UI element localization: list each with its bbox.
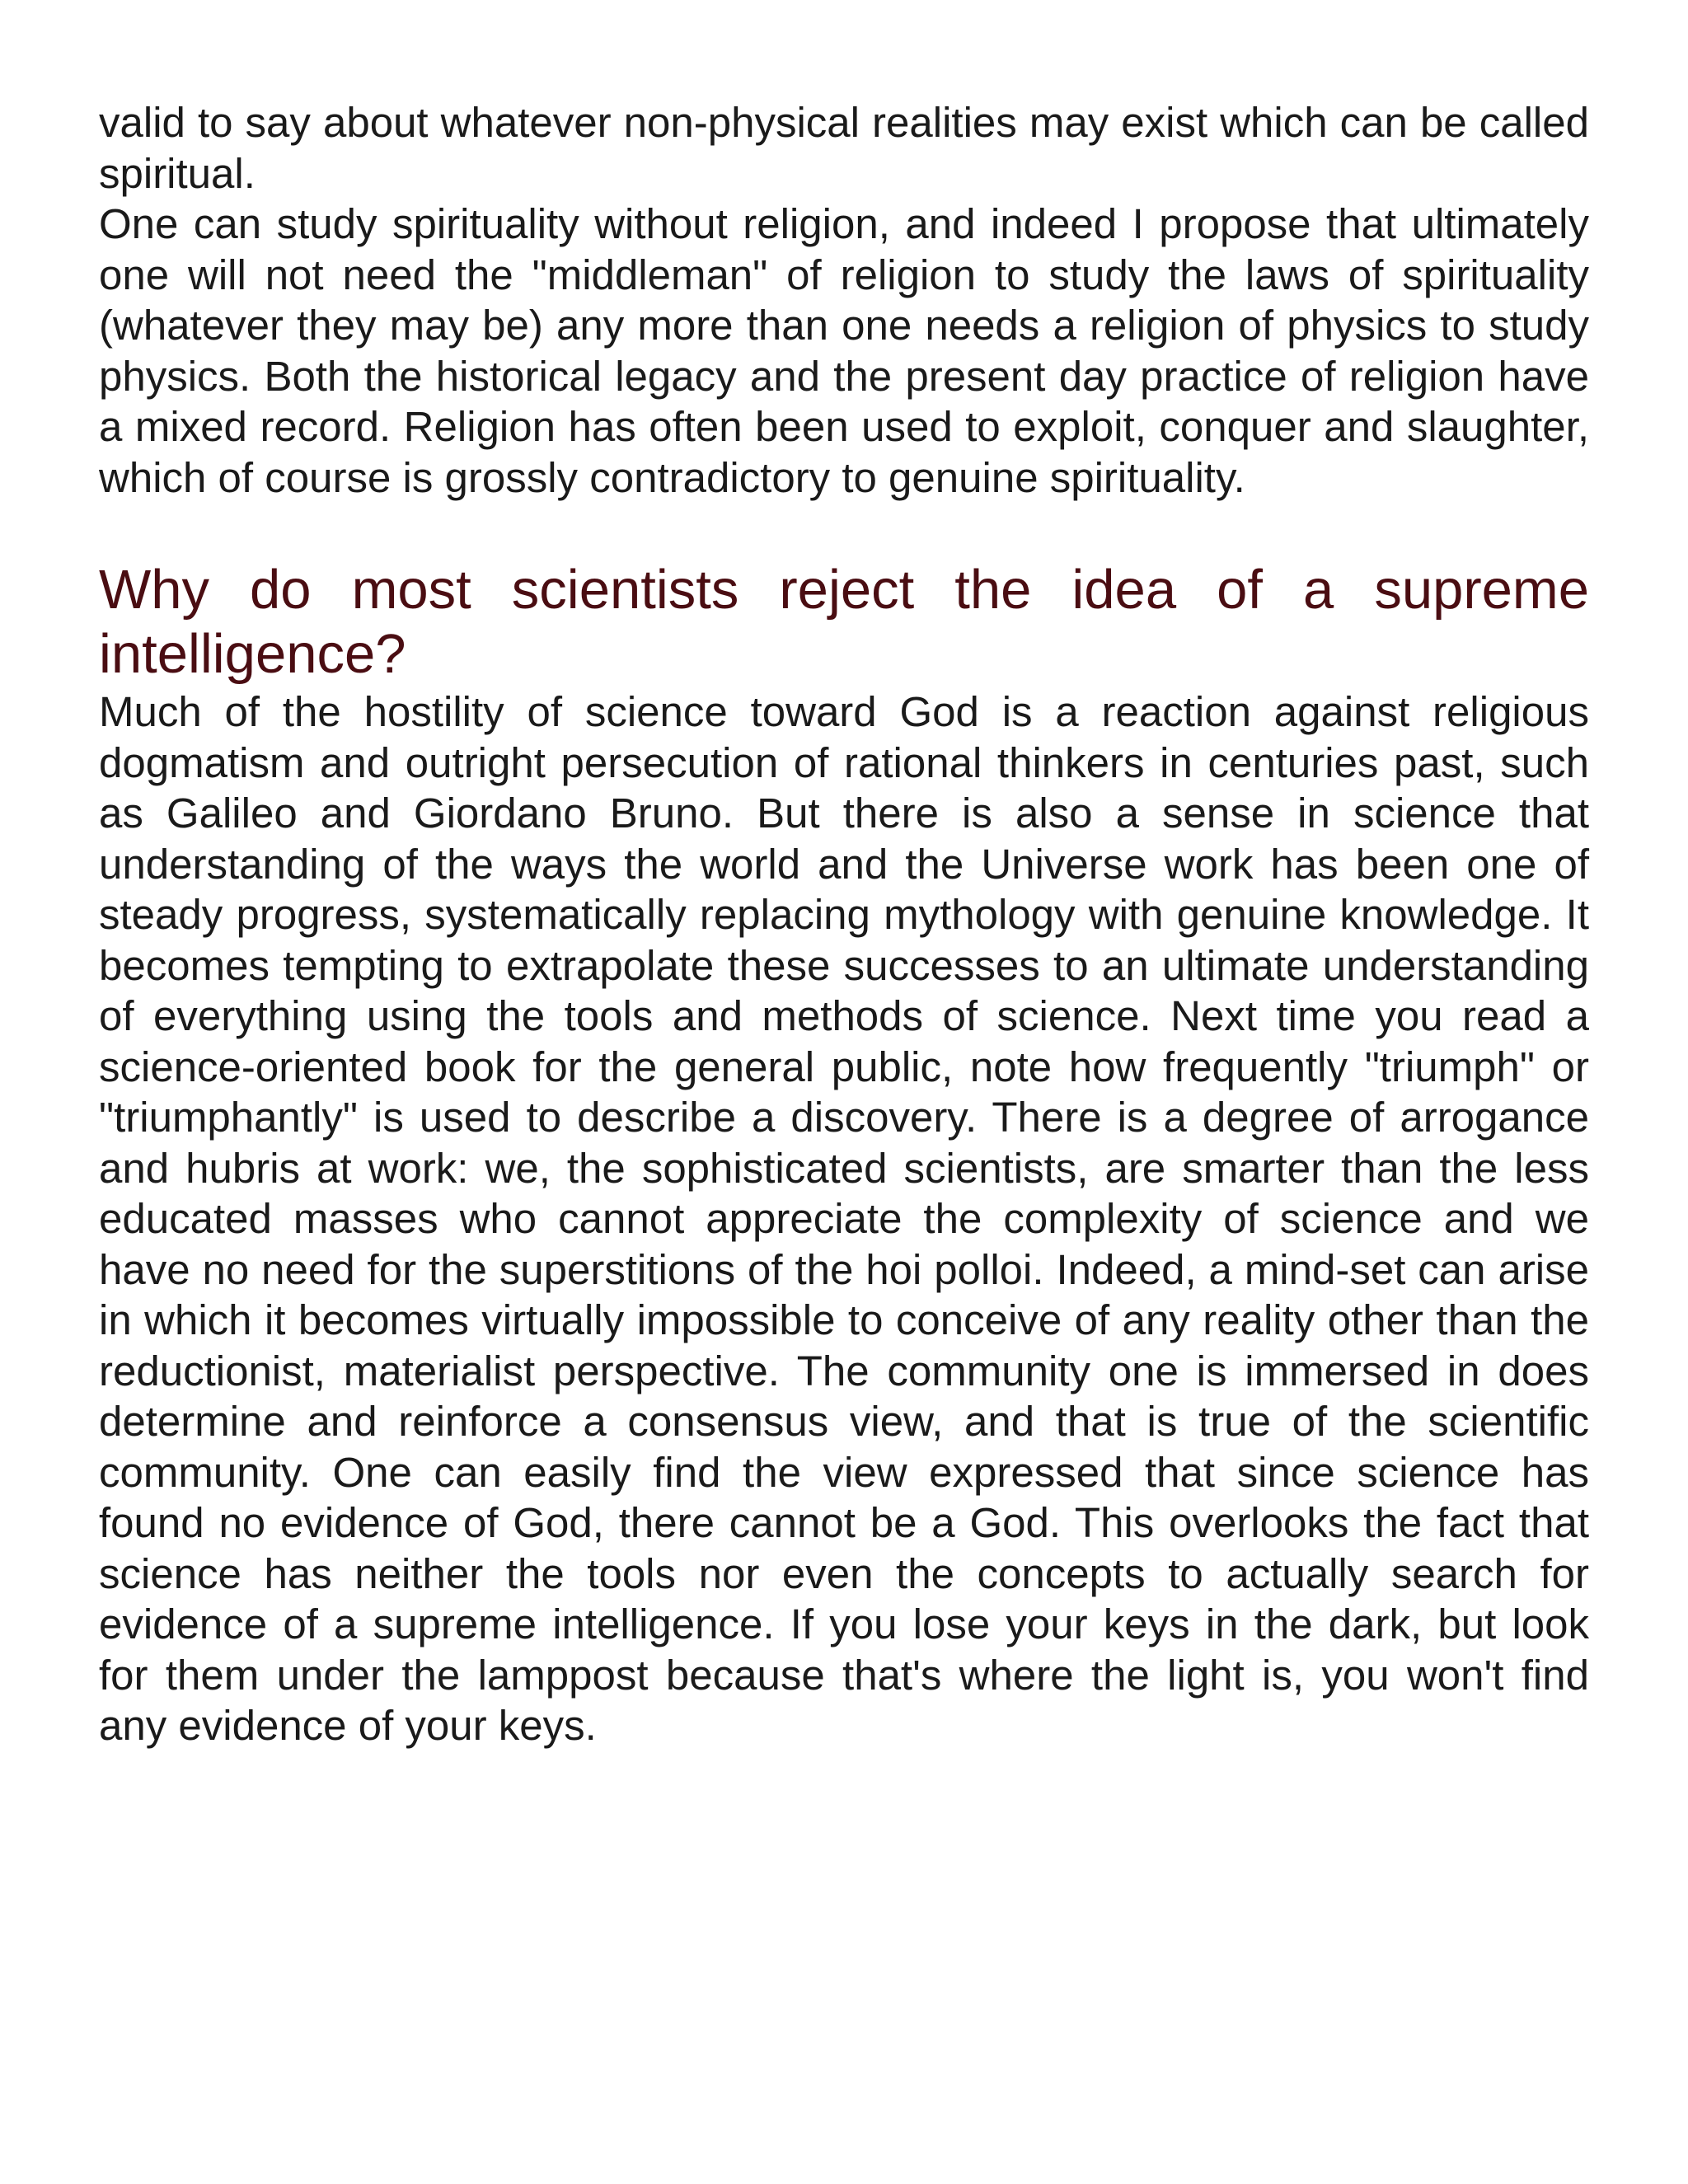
document-page [99, 97, 1589, 1751]
paragraph-continuation: valid to say about whatever non-physical realities may exist which can be called spiritual. [99, 99, 1589, 197]
paragraph-spirituality-without-religion: One can study spirituality without religion, and indeed I propose that ultimately one will not need the "middleman" of religion to study the laws of spirituality (whatever they may be) any more than one needs a religion of physics to study physics. Both the historical legacy and the present day practice of religion have a mixed record. Religion has often been used to exploit, conquer and slaughter, which of course is grossly contradictory to genuine spirituality. [99, 200, 1589, 501]
paragraph-hostility-of-science: Much of the hostility of science toward God is a reaction against religious dogmatism and outright persecution of rational thinkers in centuries past, such as Galileo and Giordano Bruno. But there is also a sense in science that understanding of the ways the world and the Universe work has been one of steady progress, systematically replacing mythology with genuine knowledge. It becomes tempting to extrapolate these successes to an ultimate understanding of everything using the tools and methods of science. Next time you read a science-oriented book for the general public, note how frequently "triumph" or "triumphantly" is used to describe a discovery. There is a degree of arrogance and hubris at work: we, the sophisticated scientists, are smarter than the less educated masses who cannot appreciate the complexity of science and we have no need for the superstitions of the hoi polloi. Indeed, a mind-set can arise in which it becomes virtually impossible to conceive of any reality other than the reductionist, materialist perspective. The community one is immersed in does determine and reinforce a consensus view, and that is true of the scientific community. One can easily find the view expressed that since science has found no evidence of God, there cannot be a God. This overlooks the fact that science has neither the tools nor even the concepts to actually search for evidence of a supreme intelligence. If you lose your keys in the dark, but look for them under the lamppost because that's where the light is, you won't find any evidence of your keys. [99, 688, 1589, 1749]
section-heading: Why do most scientists reject the idea of a supreme intelligence? [99, 559, 1589, 685]
